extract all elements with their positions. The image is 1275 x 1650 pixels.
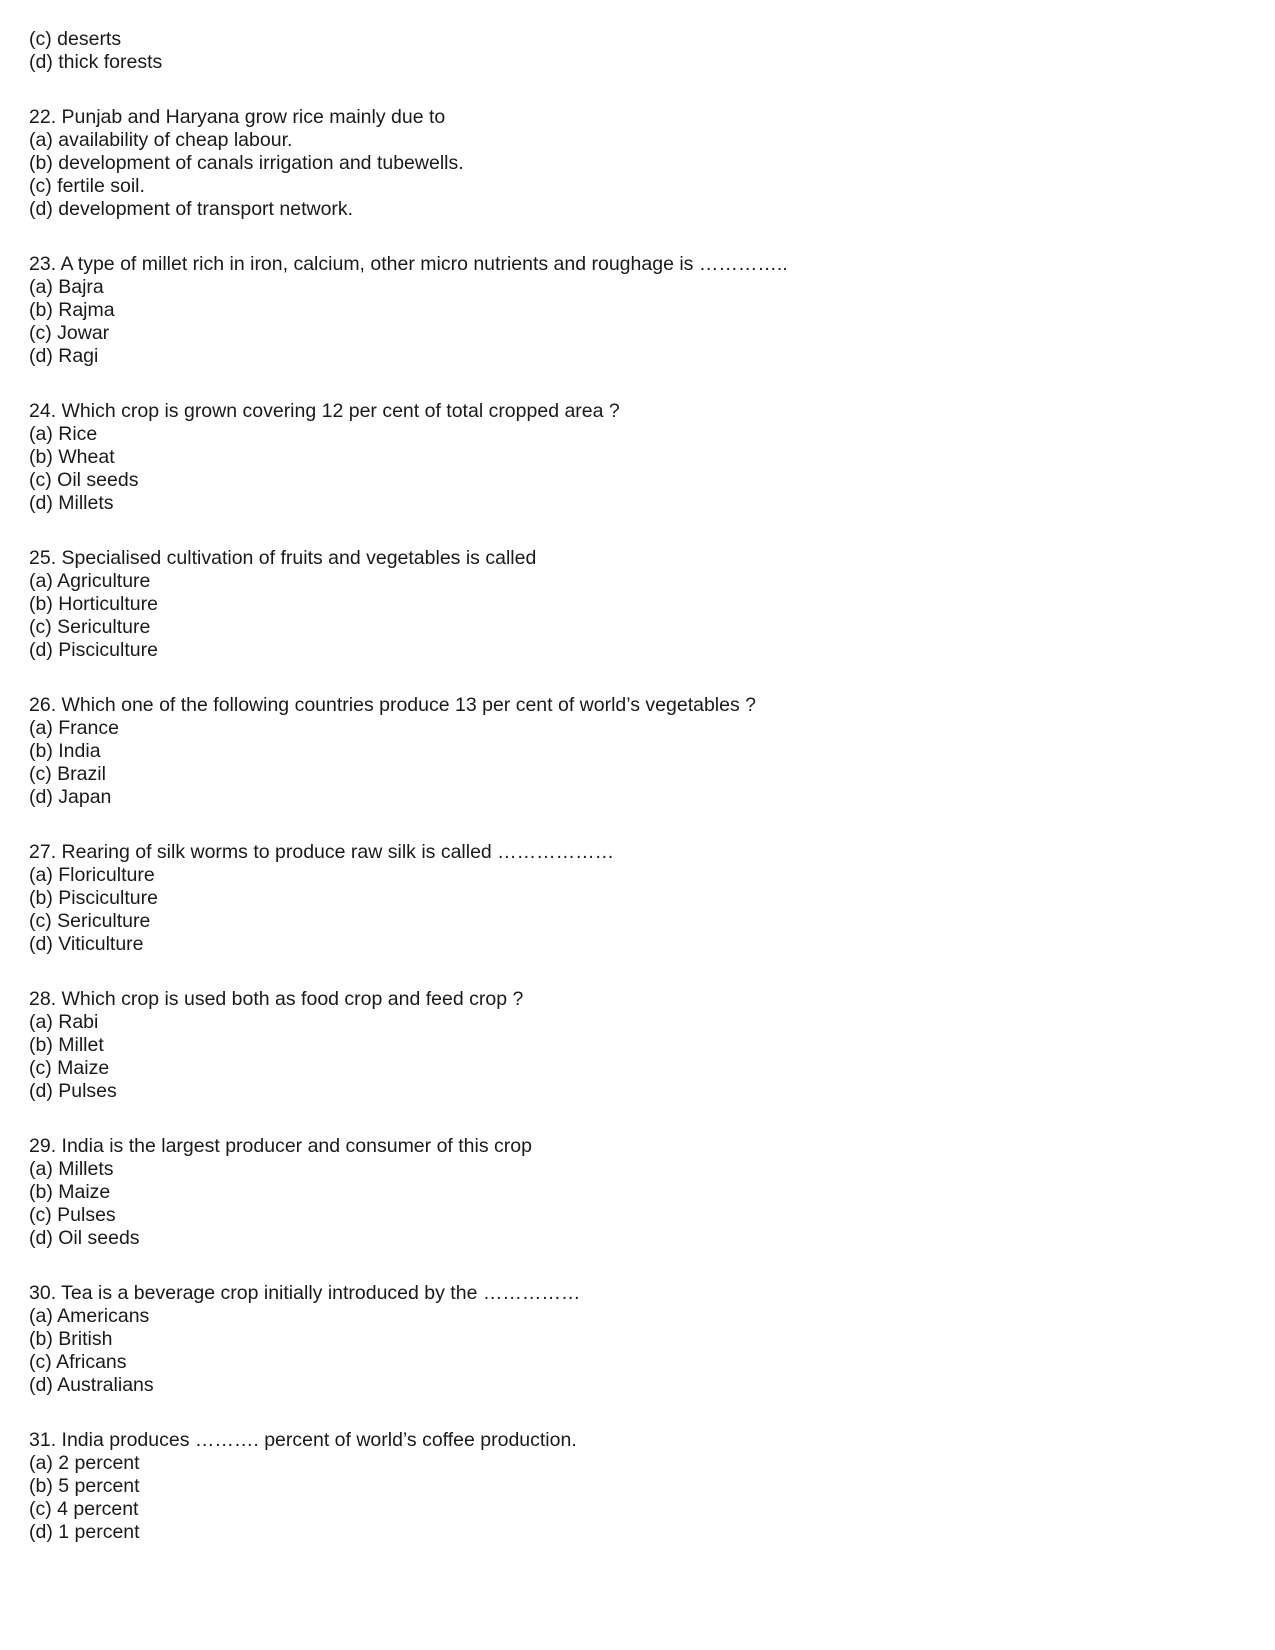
option: (a) Rabi	[29, 1011, 99, 1033]
option: (a) Americans	[29, 1305, 150, 1327]
option: (b) development of canals irrigation and tubewells.	[29, 152, 464, 174]
question-text: 25. Specialised cultivation of fruits and vegetables is called	[29, 547, 537, 569]
question-22	[29, 106, 1229, 221]
option: (b) British	[29, 1328, 113, 1350]
question-text: 22. Punjab and Haryana grow rice mainly due to	[29, 106, 446, 128]
option: (d) Oil seeds	[29, 1227, 140, 1249]
option: (b) India	[29, 740, 101, 762]
option: (c) Pulses	[29, 1204, 116, 1226]
option: (c) Africans	[29, 1351, 127, 1373]
option: (d) thick forests	[29, 51, 163, 73]
question-text: 28. Which crop is used both as food crop and feed crop ?	[29, 988, 524, 1010]
option: (d) development of transport network.	[29, 198, 354, 220]
option: (d) Australians	[29, 1374, 154, 1396]
question-text: 27. Rearing of silk worms to produce raw silk is called ………………	[29, 841, 615, 863]
option: (c) Sericulture	[29, 910, 151, 932]
option: (d) 1 percent	[29, 1521, 140, 1543]
question-text: 31. India produces ………. percent of world’s coffee production.	[29, 1429, 577, 1451]
question-text: 29. India is the largest producer and consumer of this crop	[29, 1135, 532, 1157]
question-26	[29, 694, 1229, 809]
option: (c) Maize	[29, 1057, 110, 1079]
option: (b) 5 percent	[29, 1475, 140, 1497]
option: (c) Jowar	[29, 322, 110, 344]
question-30	[29, 1282, 1229, 1397]
option: (b) Millet	[29, 1034, 104, 1056]
option: (b) Wheat	[29, 446, 115, 468]
carryover-options	[29, 28, 1229, 74]
option: (a) Floriculture	[29, 864, 155, 886]
question-text: 24. Which crop is grown covering 12 per cent of total cropped area ?	[29, 400, 620, 422]
option: (c) Sericulture	[29, 616, 151, 638]
option: (a) Rice	[29, 423, 98, 445]
question-text: 30. Tea is a beverage crop initially introduced by the ……………	[29, 1282, 581, 1304]
option: (d) Ragi	[29, 345, 99, 367]
option: (d) Japan	[29, 786, 112, 808]
question-24	[29, 400, 1229, 515]
option: (d) Viticulture	[29, 933, 144, 955]
question-25	[29, 547, 1229, 662]
option: (a) availability of cheap labour.	[29, 129, 293, 151]
option: (a) Bajra	[29, 276, 104, 298]
question-text: 26. Which one of the following countries produce 13 per cent of world’s vegetables ?	[29, 694, 756, 716]
option: (d) Millets	[29, 492, 114, 514]
option: (c) deserts	[29, 28, 122, 50]
option: (c) Oil seeds	[29, 469, 139, 491]
question-29	[29, 1135, 1229, 1250]
document-page	[29, 28, 1229, 1544]
option: (c) 4 percent	[29, 1498, 139, 1520]
question-27	[29, 841, 1229, 956]
option: (a) Millets	[29, 1158, 114, 1180]
option: (c) Brazil	[29, 763, 106, 785]
question-list	[29, 106, 1229, 1544]
option: (d) Pisciculture	[29, 639, 158, 661]
question-31	[29, 1429, 1229, 1544]
option: (c) fertile soil.	[29, 175, 145, 197]
question-23	[29, 253, 1229, 368]
option: (a) 2 percent	[29, 1452, 140, 1474]
option: (b) Rajma	[29, 299, 115, 321]
option: (b) Pisciculture	[29, 887, 158, 909]
option: (a) France	[29, 717, 119, 739]
option: (a) Agriculture	[29, 570, 151, 592]
question-28	[29, 988, 1229, 1103]
option: (b) Horticulture	[29, 593, 158, 615]
option: (d) Pulses	[29, 1080, 117, 1102]
question-text: 23. A type of millet rich in iron, calcium, other micro nutrients and roughage is …………..	[29, 253, 788, 275]
option: (b) Maize	[29, 1181, 111, 1203]
